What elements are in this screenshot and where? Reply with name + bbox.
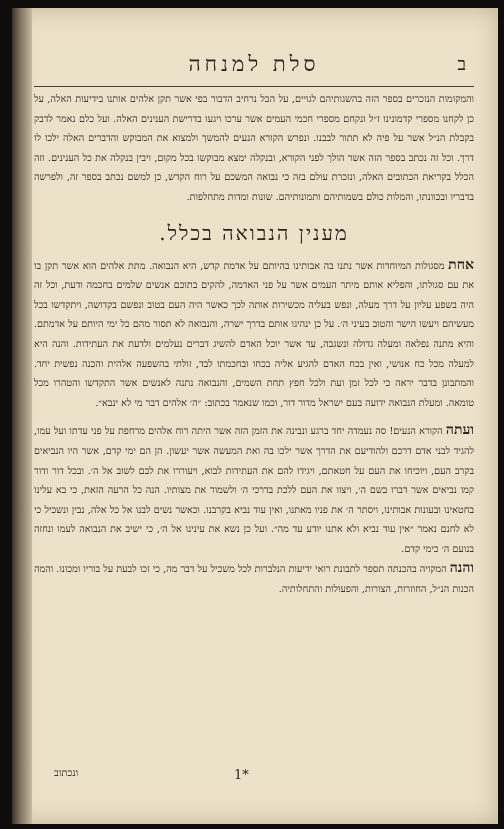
paragraph-1-opening-word: אחת	[448, 256, 474, 273]
paragraph-2	[34, 421, 474, 559]
paragraph-2-opening-word: ועתה	[445, 422, 474, 439]
book-gutter	[12, 8, 32, 824]
signature-mark: 1*	[234, 768, 249, 783]
paragraph-1-text: מסגולות המיוחדות אשר נתנו בה אבותינו בהיותם על אדמת קדש, היא הנבואה. מתת אלהים הוא אשר תקן בו את עם סגולתו, והפליא אותם מיתר העמים אשר על פני האדמה, להקים בתוכם אנשים שלמים בחכמה ודעת, וכל זה היה בשפע עליון על דרך מעלה, ונפש בעליה מכשירות אותה לכך כאשר היה העם בטוב ונפשם בקדושה, ויתקדשו בכל מעשיהם ויעשו הישר והטוב בעיני ה׳. על כן ינהיגו אותם בדרך ישרה, והנבואה לא תסור מהם כל ימי היותם על אדמתם. והיא מתנה נפלאה ומעלה גדולה ונשגבה, עד אשר יוכל האדם להשיג דברים נעלמים ולדעת את העתידות. והנה היא למעלה מכל כח אנושי, ואין בכח האדם להגיע אליה בכחו ובחכמתו לבד, זולתי בהשפעה אלהית והכנה נפשית יחד. והמתבונן בדבר יראה כי לכל זמן ועת ולכל חפץ תחת השמים, והנבואה נתנה לאנשים אשר התקדשו והטהרו מכל טומאה. ומעלת הנבואה ידועה בעם ישראל מדור דור, וכמו שנאמר בכתוב: ״ה׳ אלהים דבר מי לא ינבא״.	[34, 260, 474, 409]
running-title: סלת למנחה	[188, 52, 320, 76]
paragraph-3	[34, 559, 474, 599]
section-heading: מענין הנבואה בכלל.	[159, 220, 349, 245]
paragraph-3-opening-word: והנה	[449, 560, 474, 577]
page-body	[34, 90, 474, 600]
page-letter: ב	[457, 54, 466, 75]
intro-tail-text: שונות ומדות מתחלפות.	[186, 191, 273, 203]
paragraph-3-text: המקויה בהכנתה תספר לתבונת רואי ידיעות הנלברות לכל משכיל על דבר מה, כי זכו לבעת על בוריו ומכונו. והמה הכנות הנ״ל, החוזרות, הצורות, והפעולות והתחלותיה.	[34, 564, 474, 596]
paragraph-1	[34, 256, 474, 414]
paragraph-2-text: הקורא הנעים! סה נעמדה יחד ברגע ונבינה את הזמן הזה אשר היתה רוח אלהים מרחפת על פני עדתו ועל עמו, להגיד לבני אדם דרכם ולהודיעם את הדרך אשר ילכו בה ואת המעשה אשר יעשון. הן הם ימי קדם, אשר היו הנביאים בקרב העם, ויוכיחו את העם על חטאתם, ויגידו להם את העתידות לבוא, ויעוררו את לבם לשוב אל ה׳. ובכל דור ודור קמו נביאים אשר דברו בשם ה׳, ויצוו את העם ללכת בדרכי ה׳ ולשמור את מצותיו. הנה כל הרעה הזאת, כי בא עלינו בחטאינו ובעונות אבותינו, ויסתר ה׳ את פניו מאתנו, ואין עוד נביא בקרבנו. וכאשר נשים לבנו אל כל אלה, נבין ונשכיל כי לא לחנם נאמר ״אין עוד נביא ולא אתנו יודע עד מה״. ועל כן נשא את עינינו אל ה׳, כי ישיב את הנבואה לעמו ונחזה בנועם ה׳ כימי קדם.	[34, 426, 474, 555]
catchword: ונכתוב	[54, 768, 79, 779]
intro-text: והמקומות הנזכרים בספר הזה בהשגותיהם לגויים, על הכל נרחיב הדבור בפי אשר תקן אלהים אותנו בידיעות האלה, על כן לקחנו מספרי קדמונינו ז״ל ונקחם מספרי חכמי העמים אשר ערכו ויגעו בדרישת הענינים האלה. ועל כלם נאמר לדבק בקבלת הנ״ל אשר על פיה לא תתור לבבנו. ונפרש הקורא הנעים להמשך ולמצוא את המבוקש והדברים האלה ילכו לו דרך. וכל זה נכתב בספר הזה אשר הולך לפני הקורא, ובנקלה ימצא מבוקשו בכל מקום, ויבין בנקלה את כל הענינים. וזה הכלל בקריאת הכתובים האלה, ונזכרת עולם בזה כי נבואה המשכם על רוח הקדש, כן למשם נכתב בספר זה, ולפרשה בדבריו ובכוונתו, והמלות כולם בשמותיהם ותמונותיהם.	[34, 94, 474, 203]
page-footer	[34, 768, 474, 788]
header-rule	[34, 86, 474, 87]
intro-paragraph	[34, 90, 474, 208]
page-header	[34, 52, 474, 82]
